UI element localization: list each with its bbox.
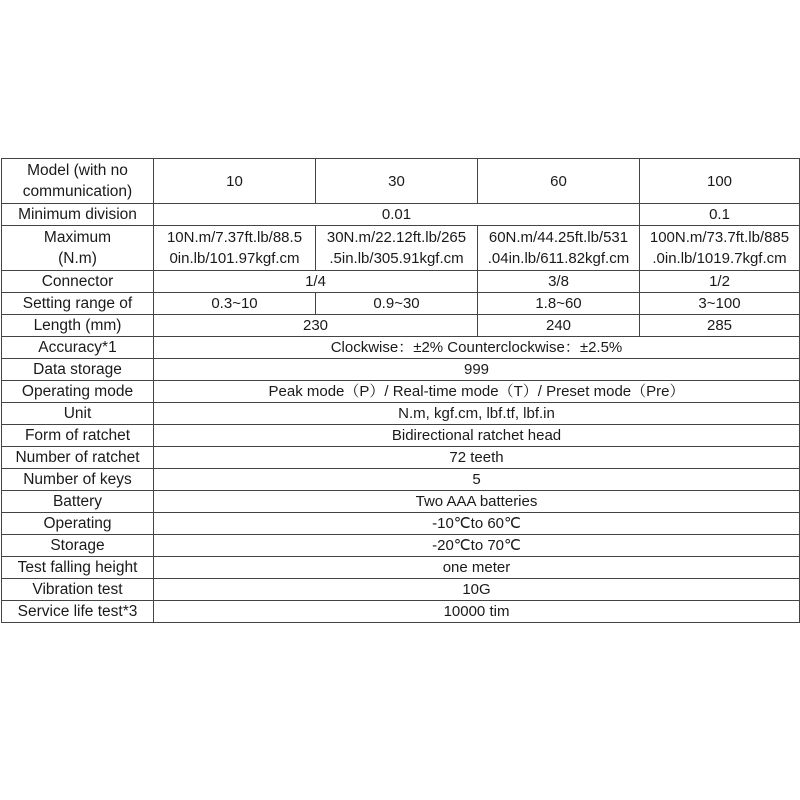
- minimum-division-value-100: 0.1: [640, 204, 800, 226]
- battery-value: Two AAA batteries: [154, 491, 800, 513]
- minimum-division-value-10-60: 0.01: [154, 204, 640, 226]
- accuracy-label: Accuracy*1: [2, 337, 154, 359]
- model-100-cell: 100: [640, 159, 800, 204]
- service-life-test-label: Service life test*3: [2, 601, 154, 623]
- maximum-100-line2: .0in.lb/1019.7kgf.cm: [652, 250, 787, 267]
- setting-range-label: Setting range of: [2, 293, 154, 315]
- maximum-30-line2: .5in.lb/305.91kgf.cm: [329, 250, 464, 267]
- table-row-model: [2, 159, 800, 204]
- storage-value: -20℃to 70℃: [154, 535, 800, 557]
- connector-label: Connector: [2, 271, 154, 293]
- accuracy-value: Clockwise：±2% Counterclockwise：±2.5%: [154, 337, 800, 359]
- operating-mode-value: Peak mode（P）/ Real-time mode（T）/ Preset mode（Pre）: [154, 381, 800, 403]
- model-label-cell: [2, 159, 154, 204]
- maximum-label-cell: [2, 226, 154, 271]
- table-row-number-of-ratchet: [2, 447, 800, 469]
- table-row-storage: [2, 535, 800, 557]
- vibration-test-value: 10G: [154, 579, 800, 601]
- maximum-30-line1: 30N.m/22.12ft.lb/265: [326, 229, 467, 246]
- form-of-ratchet-value: Bidirectional ratchet head: [154, 425, 800, 447]
- table-row-unit: [2, 403, 800, 425]
- length-value-10-30: 230: [154, 315, 478, 337]
- table-row-length: [2, 315, 800, 337]
- connector-value-60: 3/8: [478, 271, 640, 293]
- maximum-value-30: [316, 226, 478, 271]
- operating-mode-label: Operating mode: [2, 381, 154, 403]
- length-label: Length (mm): [2, 315, 154, 337]
- maximum-100-line1: 100N.m/73.7ft.lb/885: [649, 229, 790, 246]
- storage-label: Storage: [2, 535, 154, 557]
- table-row-operating: [2, 513, 800, 535]
- model-label-line1: Model (with no: [27, 162, 128, 179]
- table-row-data-storage: [2, 359, 800, 381]
- maximum-10-line1: 10N.m/7.37ft.lb/88.5: [166, 229, 303, 246]
- setting-range-value-100: 3~100: [640, 293, 800, 315]
- data-storage-label: Data storage: [2, 359, 154, 381]
- operating-label: Operating: [2, 513, 154, 535]
- setting-range-value-10: 0.3~10: [154, 293, 316, 315]
- maximum-value-100: [640, 226, 800, 271]
- number-of-keys-value: 5: [154, 469, 800, 491]
- test-falling-height-label: Test falling height: [2, 557, 154, 579]
- maximum-60-line1: 60N.m/44.25ft.lb/531: [488, 229, 629, 246]
- minimum-division-label: Minimum division: [2, 204, 154, 226]
- number-of-ratchet-value: 72 teeth: [154, 447, 800, 469]
- model-30-cell: 30: [316, 159, 478, 204]
- model-label-line2: communication): [22, 183, 133, 200]
- table-row-operating-mode: [2, 381, 800, 403]
- table-row-number-of-keys: [2, 469, 800, 491]
- spec-table: [1, 158, 800, 623]
- table-row-battery: [2, 491, 800, 513]
- table-row-connector: [2, 271, 800, 293]
- table-row-vibration-test: [2, 579, 800, 601]
- battery-label: Battery: [2, 491, 154, 513]
- operating-value: -10℃to 60℃: [154, 513, 800, 535]
- setting-range-value-60: 1.8~60: [478, 293, 640, 315]
- service-life-test-value: 10000 tim: [154, 601, 800, 623]
- maximum-10-line2: 0in.lb/101.97kgf.cm: [169, 250, 300, 267]
- number-of-keys-label: Number of keys: [2, 469, 154, 491]
- table-row-minimum-division: [2, 204, 800, 226]
- maximum-60-line2: .04in.lb/611.82kgf.cm: [487, 250, 630, 267]
- connector-value-10-30: 1/4: [154, 271, 478, 293]
- unit-label: Unit: [2, 403, 154, 425]
- maximum-label-line2: (N.m): [58, 250, 97, 267]
- test-falling-height-value: one meter: [154, 557, 800, 579]
- table-row-accuracy: [2, 337, 800, 359]
- length-value-60: 240: [478, 315, 640, 337]
- table-row-maximum: [2, 226, 800, 271]
- table-row-service-life-test: [2, 601, 800, 623]
- model-60-cell: 60: [478, 159, 640, 204]
- table-row-form-of-ratchet: [2, 425, 800, 447]
- data-storage-value: 999: [154, 359, 800, 381]
- maximum-value-60: [478, 226, 640, 271]
- length-value-100: 285: [640, 315, 800, 337]
- table-row-test-falling-height: [2, 557, 800, 579]
- table-row-setting-range: [2, 293, 800, 315]
- connector-value-100: 1/2: [640, 271, 800, 293]
- maximum-label-line1: Maximum: [43, 229, 112, 246]
- form-of-ratchet-label: Form of ratchet: [2, 425, 154, 447]
- model-10-cell: 10: [154, 159, 316, 204]
- unit-value: N.m, kgf.cm, lbf.tf, lbf.in: [154, 403, 800, 425]
- maximum-value-10: [154, 226, 316, 271]
- vibration-test-label: Vibration test: [2, 579, 154, 601]
- setting-range-value-30: 0.9~30: [316, 293, 478, 315]
- number-of-ratchet-label: Number of ratchet: [2, 447, 154, 469]
